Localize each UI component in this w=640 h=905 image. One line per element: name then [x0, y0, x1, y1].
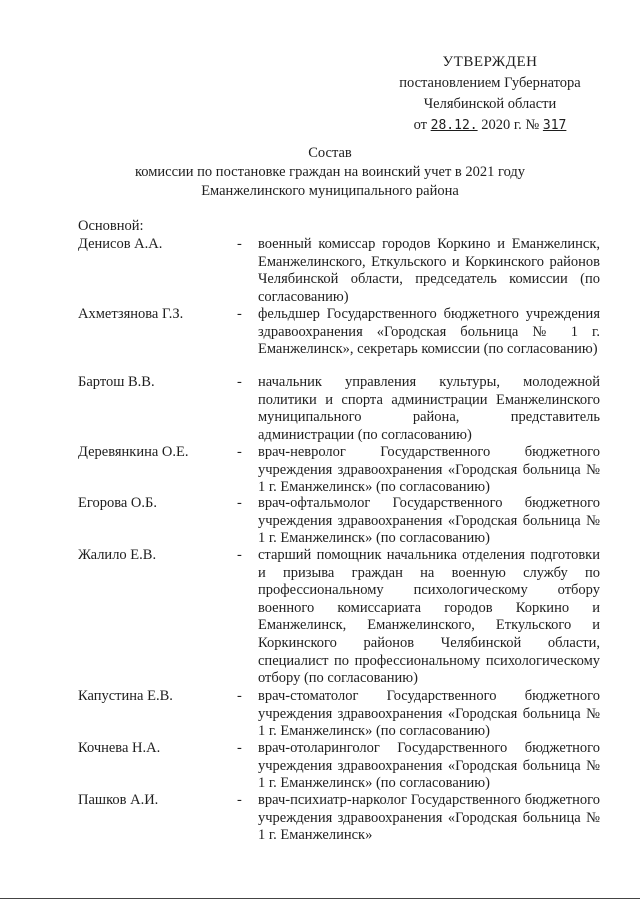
document-title	[60, 144, 600, 201]
section-label: Основной:	[78, 218, 144, 234]
member-dash: -	[237, 444, 242, 460]
approval-line-1: постановлением Губернатора	[399, 75, 581, 91]
member-name: Ахметзянова Г.З.	[78, 306, 184, 322]
member-dash: -	[237, 792, 242, 808]
date-prefix: от	[413, 117, 428, 133]
member-description: фельдшер Государственного бюджетного учреждения здравоохранения «Городская больница № 1 г. Еманжелинск», секретарь комиссии (по согласованию)	[258, 306, 600, 358]
member-description: врач-офтальмолог Государственного бюджетного учреждения здравоохранения «Городская больница № 1 г. Еманжелинск» (по согласованию)	[258, 495, 600, 547]
member-dash: -	[237, 740, 242, 756]
approval-line-2: Челябинской области	[423, 96, 557, 112]
member-dash: -	[237, 236, 242, 252]
member-name: Пашков А.И.	[78, 792, 159, 808]
approval-heading: УТВЕРЖДЕН	[442, 54, 538, 70]
decree-number: 317	[542, 118, 567, 133]
date-value: 28.12.	[430, 118, 478, 133]
title-line-1: Состав	[308, 145, 352, 161]
title-line-2: комиссии по постановке граждан на воинский учет в 2021 году	[134, 164, 526, 180]
member-name: Егорова О.Б.	[78, 495, 157, 511]
member-dash: -	[237, 374, 242, 390]
member-name: Капустина Е.В.	[78, 688, 173, 704]
member-description: врач-стоматолог Государственного бюджетного учреждения здравоохранения «Городская больница № 1 г. Еманжелинск» (по согласованию)	[258, 688, 600, 740]
approval-date-line	[380, 115, 600, 136]
title-line-3: Еманжелинского муниципального района	[201, 183, 459, 199]
member-dash: -	[237, 688, 242, 704]
member-description: врач-отоларинголог Государственного бюджетного учреждения здравоохранения «Городская больница № 1 г. Еманжелинск» (по согласованию)	[258, 740, 600, 792]
member-name: Кочнева Н.А.	[78, 740, 161, 756]
member-description: врач-психиатр-нарколог Государственного бюджетного учреждения здравоохранения «Городская больница № 1 г. Еманжелинск»	[258, 792, 600, 844]
member-name: Жалило Е.В.	[78, 547, 157, 563]
member-dash: -	[237, 547, 242, 563]
member-description: военный комиссар городов Коркино и Еманжелинск, Еманжелинского, Еткульского и Коркинского районов Челябинской области, председатель комиссии (по согласованию)	[258, 236, 600, 305]
member-dash: -	[237, 306, 242, 322]
year-text: 2020 г. №	[481, 117, 540, 133]
member-description: врач-невролог Государственного бюджетного учреждения здравоохранения «Городская больница № 1 г. Еманжелинск» (по согласованию)	[258, 444, 600, 496]
member-name: Денисов А.А.	[78, 236, 163, 252]
page-bottom-rule	[0, 898, 640, 899]
member-dash: -	[237, 495, 242, 511]
member-description: начальник управления культуры, молодежной политики и спорта администрации Еманжелинского муниципального района, представитель администрации (по согласованию)	[258, 374, 600, 443]
member-description: старший помощник начальника отделения подготовки и призыва граждан на военную службу по профессиональному психологическому отбору военного комиссариата городов Коркино и Еманжелинск, Еманжелинского, Еткульского и Коркинского районов Челябинской области, специалист по профессиональному психологическому отбору (по согласованию)	[258, 547, 600, 687]
member-name: Деревянкина О.Е.	[78, 444, 189, 460]
member-name: Бартош В.В.	[78, 374, 155, 390]
approval-block	[380, 52, 600, 136]
